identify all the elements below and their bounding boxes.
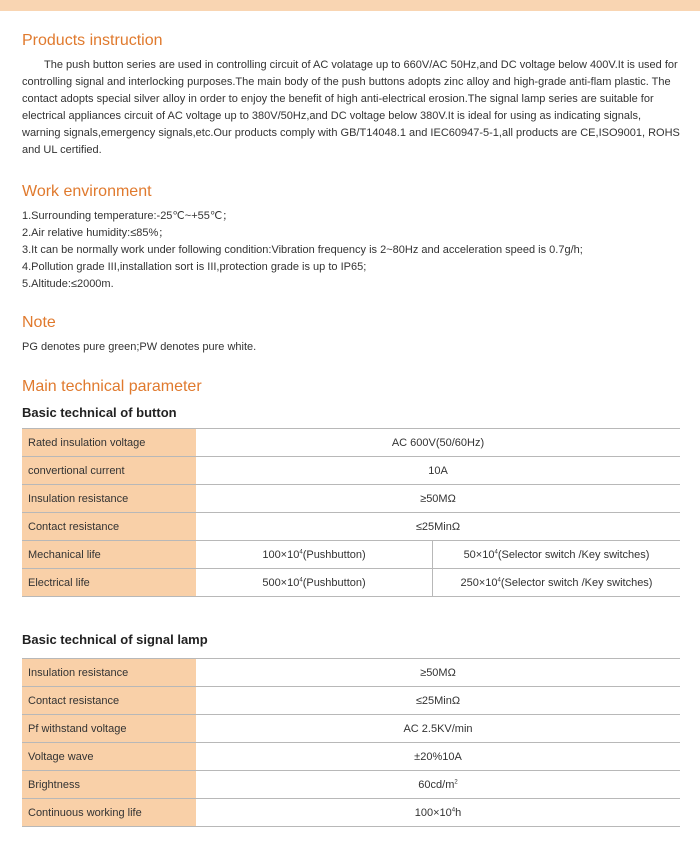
table-row xyxy=(22,429,680,457)
work-item: 4.Pollution grade III,installation sort is III,protection grade is up to IP65; xyxy=(22,261,367,273)
lamp-table-heading: Basic technical of signal lamp xyxy=(22,632,208,647)
table-row xyxy=(22,743,680,771)
row-label: Mechanical life xyxy=(22,541,196,569)
row-value: $100\times 10^4h$ xyxy=(196,799,680,827)
row-value-selector: $50\times 10^4(Selector$ switch /Key switches) xyxy=(433,541,681,569)
work-item: 5.Altitude:≤2000m. xyxy=(22,278,114,290)
button-table-heading: Basic technical of button xyxy=(22,405,177,420)
note-text: PG denotes pure green;PW denotes pure white. xyxy=(22,341,257,353)
row-value: ≥50MΩ xyxy=(196,485,680,513)
row-label: Brightness xyxy=(22,771,196,799)
products-paragraph: The push button series are used in controlling circuit of AC volatage up to 660V/AC 50Hz,and DC voltage below 400V.It is used for controlling signal and interlocking purposes.The main body of the push buttons adopts zinc alloy and high-grade anti-flam plastic. The contact adopts special silver alloy in order to enjoy the benefit of high anti-electrical erosion.The signal lamp series are suitable for electrical appliances circuit of AC voltage up to 380V/50Hz,and DC voltage below 380V.It is ideal for using as indicating signals, warning signals,emergency signals,etc.Our products comply with GB/T14048.1 and IEC60947-5-1,all products are CE,ISO9001, ROHS and UL certified. xyxy=(22,59,680,156)
row-value: AC 600V(50/60Hz) xyxy=(196,429,680,457)
row-label: Electrical life xyxy=(22,569,196,597)
row-label: Insulation resistance xyxy=(22,485,196,513)
note-heading: Note xyxy=(22,314,56,331)
table-row xyxy=(22,799,680,827)
row-value-selector: $250\times 10^4(Selector$ switch /Key switches) xyxy=(433,569,681,597)
table-row xyxy=(22,541,680,569)
table-row xyxy=(22,457,680,485)
row-value: ±20%10A xyxy=(196,743,680,771)
row-label: Insulation resistance xyxy=(22,659,196,687)
table-row xyxy=(22,715,680,743)
work-environment-heading: Work environment xyxy=(22,183,152,200)
row-label: Contact resistance xyxy=(22,687,196,715)
row-label: convertional current xyxy=(22,457,196,485)
table-row xyxy=(22,771,680,799)
table-row xyxy=(22,485,680,513)
work-environment-list xyxy=(22,208,682,293)
main-parameter-heading: Main technical parameter xyxy=(22,378,202,395)
row-value: ≥50MΩ xyxy=(196,659,680,687)
work-item: 2.Air relative humidity:≤85%； xyxy=(22,227,170,239)
work-item: 3.It can be normally work under following condition:Vibration frequency is 2~80Hz and acceleration speed is 0.7g/h; xyxy=(22,244,583,256)
row-value-pushbutton: $100\times 10^4(Pushbutton)$ xyxy=(196,541,433,569)
lamp-spec-table xyxy=(22,658,680,827)
row-label: Pf withstand voltage xyxy=(22,715,196,743)
row-label: Continuous working life xyxy=(22,799,196,827)
row-value: 10A xyxy=(196,457,680,485)
row-label: Contact resistance xyxy=(22,513,196,541)
table-row xyxy=(22,513,680,541)
row-label: Rated insulation voltage xyxy=(22,429,196,457)
row-value-pushbutton: $500\times 10^4(Pushbutton)$ xyxy=(196,569,433,597)
row-value: ≤25MinΩ xyxy=(196,513,680,541)
products-heading: Products instruction xyxy=(22,32,163,49)
row-value: ≤25MinΩ xyxy=(196,687,680,715)
row-value: $60cd/m^2$ xyxy=(196,771,680,799)
table-row xyxy=(22,687,680,715)
button-spec-table xyxy=(22,428,680,597)
work-item: 1.Surrounding temperature:-25℃~+55℃； xyxy=(22,210,234,222)
row-label: Voltage wave xyxy=(22,743,196,771)
table-row xyxy=(22,659,680,687)
table-row xyxy=(22,569,680,597)
top-accent-bar xyxy=(0,0,700,11)
row-value: AC 2.5KV/min xyxy=(196,715,680,743)
